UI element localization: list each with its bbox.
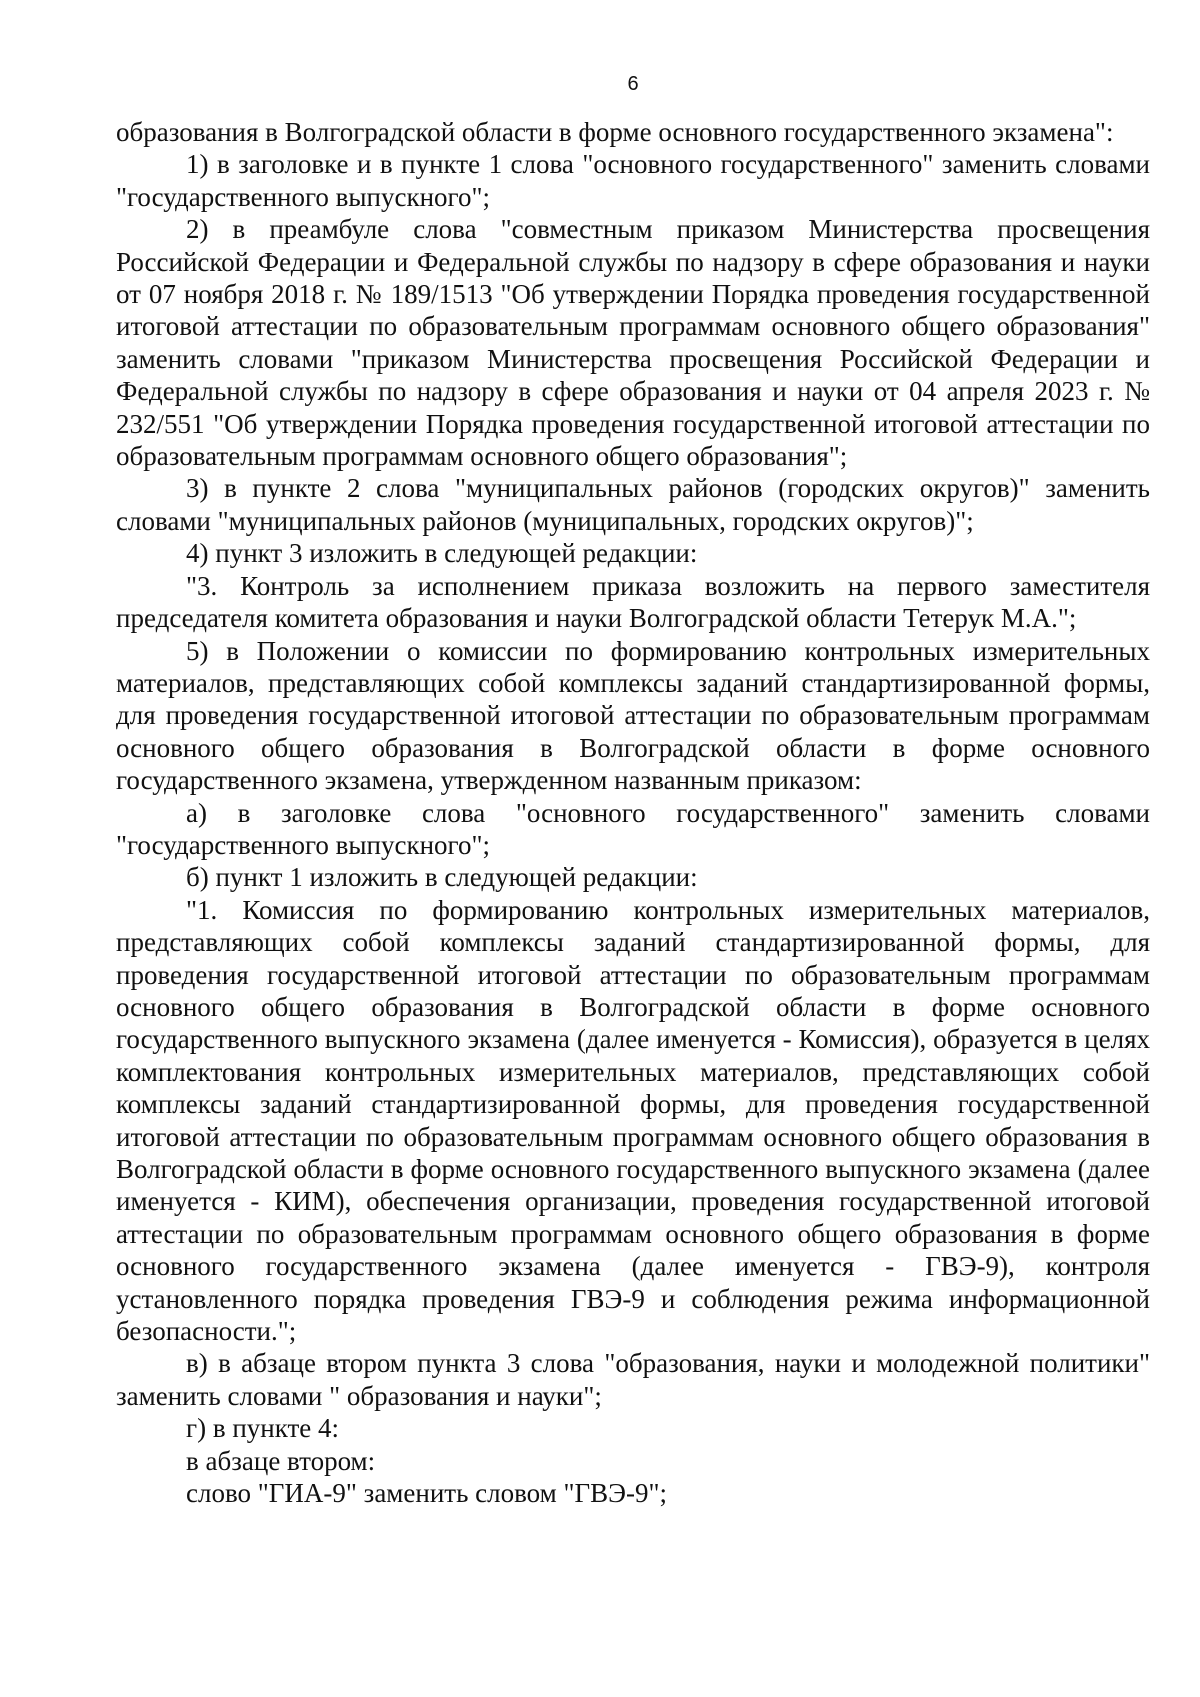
paragraph-item-1: 1) в заголовке и в пункте 1 слова "основного государственного" заменить словами "государственного выпускного"; [116,149,1150,212]
paragraph-subitem-g-word: слово "ГИА-9" заменить словом "ГВЭ-9"; [186,1478,667,1509]
paragraph-subitem-g: г) в пункте 4: [186,1413,340,1444]
paragraph-item-2: 2) в преамбуле слова "совместным приказом Министерства просвещения Российской Федерации и Федеральной службы по надзору в сфере образования и науки от 07 ноября 2018 г. № 189/1513 "Об утверждении Порядка проведения государственной итоговой аттестации по образовательным программам основного общего образования" заменить словами "приказом Министерства просвещения Российской Федерации и Федеральной службы по надзору в сфере образования и науки от 04 апреля 2023 г. № 232/551 "Об утверждении Порядка проведения государственной итоговой аттестации по образовательным программам основного общего образования"; [116,214,1150,472]
paragraph-item-5: 5) в Положении о комиссии по формированию контрольных измерительных материалов, представляющих собой комплексы заданий стандартизированной формы, для проведения государственной итоговой аттестации по образовательным программам основного общего образования в Волгоградской области в форме основного государственного экзамена, утвержденном названным приказом: [116,635,1150,796]
paragraph-subitem-b: б) пункт 1 изложить в следующей редакции: [186,862,698,893]
paragraph-subitem-b-text: "1. Комиссия по формированию контрольных измерительных материалов, представляющих собой комплексы заданий стандартизированной формы, для проведения государственной итоговой аттестации по образовательным программам основного общего образования в Волгоградской области в форме основного государственного выпускного экзамена (далее именуется - Комиссия), образуется в целях комплектования контрольных измерительных материалов, представляющих собой комплексы заданий стандартизированной формы, для проведения государственной итоговой аттестации по образовательным программам основного общего образования в Волгоградской области в форме основного государственного выпускного экзамена (далее именуется - КИМ), обеспечения организации, проведения государственной итоговой аттестации по образовательным программам основного общего образования в форме основного государственного экзамена (далее именуется - ГВЭ-9), контроля установленного порядка проведения ГВЭ-9 и соблюдения режима информационной безопасности."; [116,894,1150,1347]
paragraph-subitem-a: а) в заголовке слова "основного государственного" заменить словами "государственного выпускного"; [116,797,1150,860]
paragraph-item-4-text: "3. Контроль за исполнением приказа возложить на первого заместителя председателя комитета образования и науки Волгоградской области Тетерук М.А."; [116,570,1150,634]
paragraph-subitem-v: в) в абзаце втором пункта 3 слова "образования, науки и молодежной политики" заменить словами " образования и науки"; [116,1348,1150,1411]
paragraph-item-3: 3) в пункте 2 слова "муниципальных районов (городских округов)" заменить словами "муниципальных районов (муниципальных, городских округов)"; [116,473,1150,536]
document-body [116,116,1150,1509]
page-number: 6 [627,73,639,95]
paragraph-item-4: 4) пункт 3 изложить в следующей редакции: [186,538,698,569]
paragraph-continuation: образования в Волгоградской области в форме основного государственного экзамена": [116,117,1114,147]
paragraph-subitem-g-abzac: в абзаце втором: [186,1445,376,1476]
